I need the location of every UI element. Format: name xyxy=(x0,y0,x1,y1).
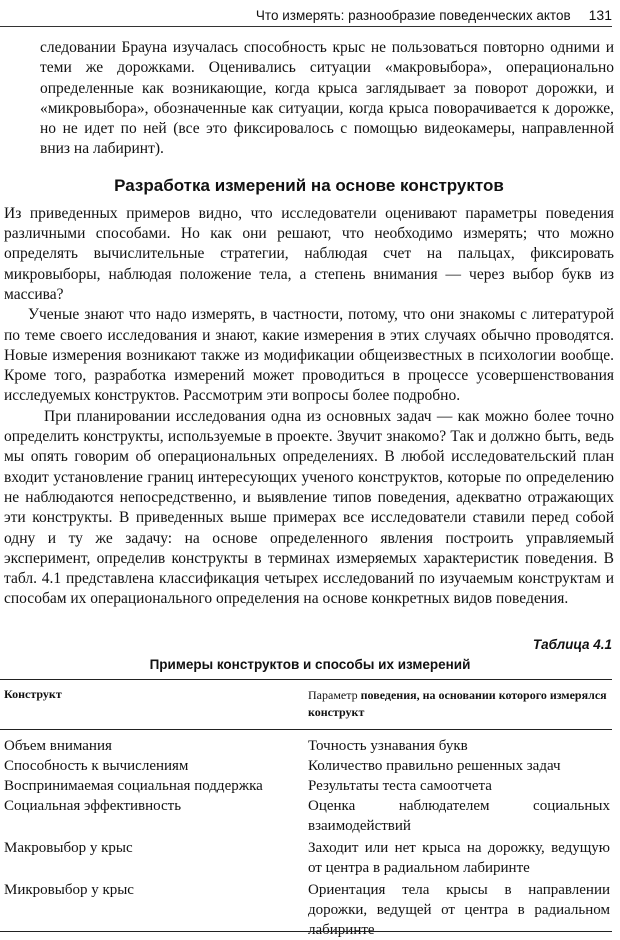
table-row xyxy=(0,838,612,878)
constructs-table xyxy=(0,679,612,940)
table-header xyxy=(0,680,612,730)
construct-cell: Воспринимаемая социальная поддержка xyxy=(4,778,263,794)
table-row xyxy=(0,736,612,756)
table-bottom-rule xyxy=(0,931,612,932)
table-row xyxy=(0,756,612,776)
construct-cell: Способность к вычислениям xyxy=(4,758,189,774)
table-row xyxy=(0,776,612,796)
paragraph-1: Из приведенных примеров видно, что исследователи оценивают параметры поведения различными способами. Но как они решают, что необходимо измерять; что можно определять вычислительные стратегии, наблюдая счет на пальцах, фиксировать микровыборы, наблюдая положение тела, а степень внимания — через выбор букв из массива? xyxy=(4,204,614,303)
measure-cell: Результаты теста самоотчета xyxy=(308,778,492,794)
section-heading: Разработка измерений на основе конструктов xyxy=(114,175,504,195)
col-header-measure xyxy=(308,687,612,721)
col-header-measure-bold: поведения, на основании которого измерялся конструкт xyxy=(308,688,607,719)
measure-cell: Оценка наблюдателем социальных взаимодействий xyxy=(308,798,610,834)
paragraph-3: При планировании исследования одна из основных задач — как можно более точно определить конструкты, используемые в проекте. Звучит знакомо? Так и должно быть, ведь мы опять говорим об операциональных определениях. В любой исследовательский план входит установление границ интересующих ученого конструктов, которые по определению не наблюдаются непосредственно, и выявление типов поведения, адекватно отражающих эти конструкты. В приведенных выше примерах все исследователи ставили перед собой одну и ту же задачу: на основе определенного явления построить управляемый эксперимент, определив конструкты в терминах измеряемых характеристик поведения. В табл. 4.1 представлена классификация четырех исследований по изучаемым конструктам и способам их операционального определения на основе конкретных видов поведения. xyxy=(4,407,614,608)
measure-cell: Количество правильно решенных задач xyxy=(308,758,561,774)
table-row xyxy=(0,796,612,836)
measure-cell: Точность узнавания букв xyxy=(308,738,468,754)
body-text xyxy=(4,38,614,610)
table-label: Таблица 4.1 xyxy=(532,637,612,652)
measure-cell: Ориентация тела крысы в направлении дорожки, ведущей от центра в радиальном лабиринте xyxy=(308,882,610,938)
construct-cell: Макровыбор у крыс xyxy=(4,840,133,856)
construct-cell: Микровыбор у крыс xyxy=(4,882,134,898)
intro-paragraph: следовании Брауна изучалась способность крыс не пользоваться повторно одними и теми же дорожками. Оценивались ситуации «макровыбора», операционально определенные как возникающие, когда крыса заглядывает за поворот дорожки, и «микровыбора», обозначенные как ситуации, когда крыса поворачивается к дорожке, но не идет по ней (все это фиксировалось с помощью видеокамеры, направленной вниз на лабиринт). xyxy=(40,39,614,158)
table-body xyxy=(0,730,612,940)
construct-cell: Объем внимания xyxy=(4,738,112,754)
running-header xyxy=(0,4,612,27)
running-title: Что измерять: разнообразие поведенческих актов xyxy=(255,7,571,23)
col-header-measure-plain: Параметр xyxy=(308,688,361,702)
page-number: 131 xyxy=(588,7,612,23)
construct-cell: Социальная эффективность xyxy=(4,798,182,814)
table-title: Примеры конструктов и способы их измерений xyxy=(149,657,471,672)
measure-cell: Заходит или нет крыса на дорожку, ведущую от центра в радиальном лабиринте xyxy=(308,840,610,876)
paragraph-2: Ученые знают что надо измерять, в частности, потому, что они знакомы с литературой по теме своего исследования и знают, какие измерения в этих случаях обычно проводятся. Новые измерения возникают также из модификации общеизвестных в психологии вообще. Кроме того, разработка измерений может проводиться в процессе усовершенствования исследуемых конструктов. Рассмотрим эти вопросы более подробно. xyxy=(4,306,614,405)
col-header-construct: Конструкт xyxy=(4,687,62,701)
